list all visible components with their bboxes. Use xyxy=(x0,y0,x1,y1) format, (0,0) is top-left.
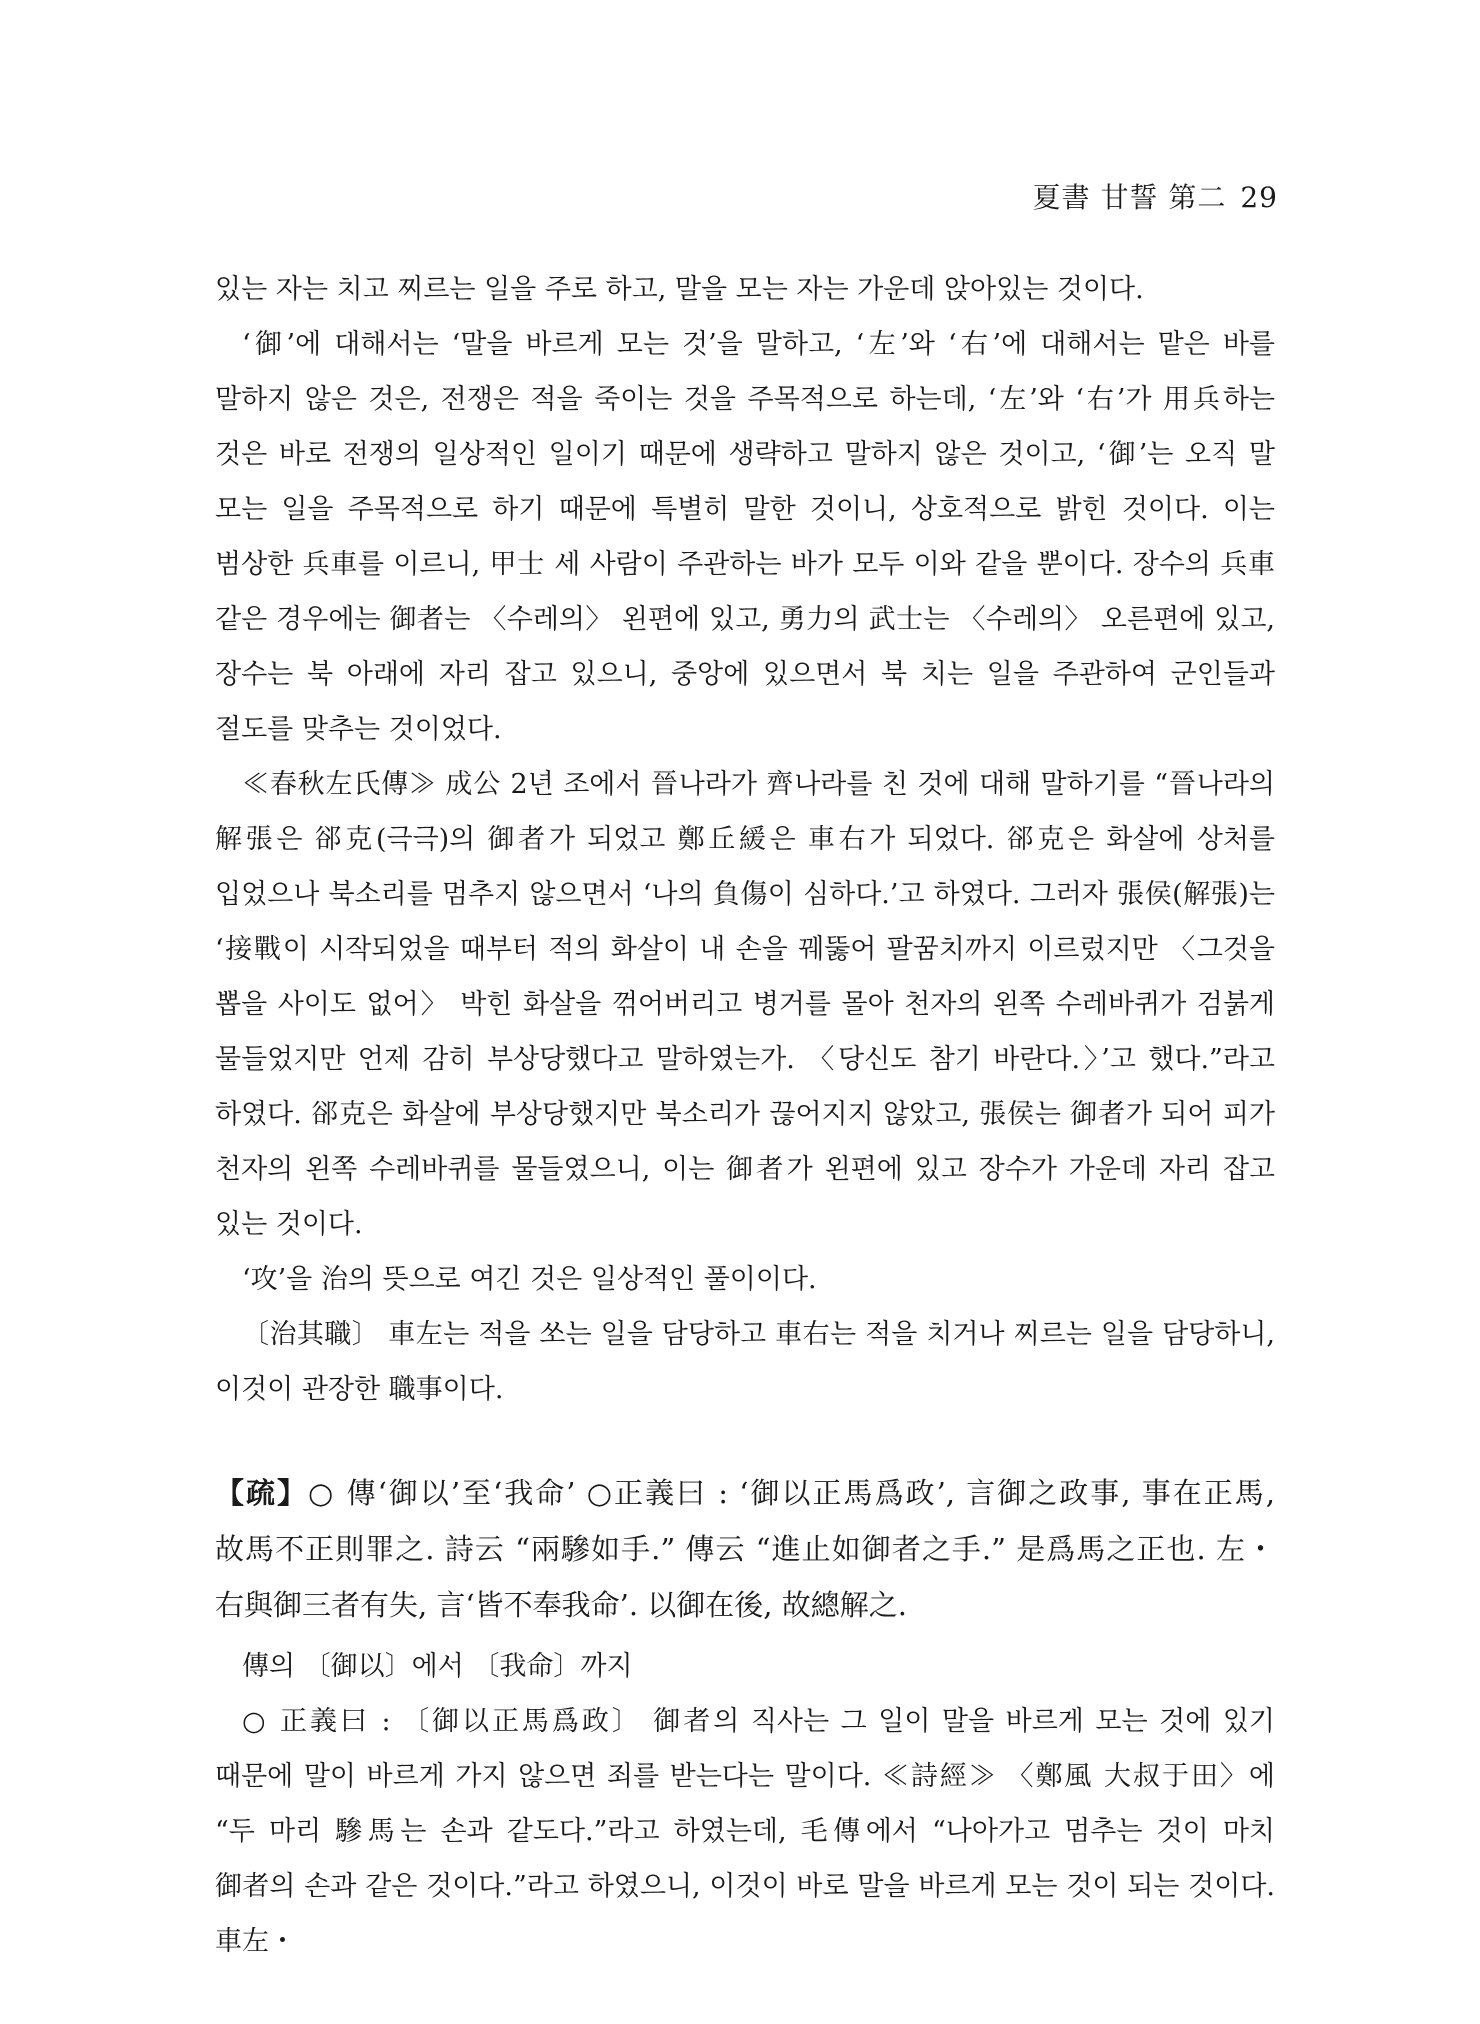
paragraph-zhiqizhi: 〔治其職〕 車左는 적을 쏘는 일을 담당하고 車右는 적을 치거나 찌르는 일을 담당하니, 이것이 관장한 職事이다. xyxy=(215,1319,1275,1405)
page-number: 29 xyxy=(1240,181,1278,214)
paragraph-continuation: 있는 자는 치고 찌르는 일을 주로 하고, 말을 모는 자는 가운데 앉아있는 것이다. xyxy=(215,274,1144,305)
body-text xyxy=(215,262,1275,1969)
running-header xyxy=(1033,176,1278,216)
commentary-text: ○ 傳‘御以’至‘我命’ ○正義曰 : ‘御以正馬爲政’, 言御之政事, 事在正馬, 故馬不正則罪之. 詩云 “兩驂如手.” 傳云 “進止如御者之手.” 是爲馬之正也. 左・右與御三者有失, 言‘皆不奉我命’. 以御在後, 故總解之. xyxy=(215,1476,1275,1622)
commentary-label: 【疏】 xyxy=(215,1476,309,1510)
commentary-original xyxy=(215,1465,1275,1633)
paragraph-gong-gloss: ‘攻’을 治의 뜻으로 여긴 것은 일상적인 풀이이다. xyxy=(242,1264,817,1295)
translation-heading: 傳의 〔御以〕에서 〔我命〕까지 xyxy=(242,1651,633,1682)
paragraph-yu-explanation: ‘御’에 대해서는 ‘말을 바르게 모는 것’을 말하고, ‘左’와 ‘右’에 대해서는 맡은 바를 말하지 않은 것은, 전쟁은 적을 죽이는 것을 주목적으로 하는데, ‘左’와 ‘右’가 用兵하는 것은 바로 전쟁의 일상적인 일이기 때문에 생략하고 말하지 않은 것이고, ‘御’는 오직 말 모는 일을 주목적으로 하기 때문에 특별히 말한 것이니, 상호적으로 밝힌 것이다. 이는 범상한 兵車를 이르니, 甲士 세 사람이 주관하는 바가 모두 이와 같을 뿐이다. 장수의 兵車 같은 경우에는 御者는 〈수레의〉 왼편에 있고, 勇力의 武士는 〈수레의〉 오른편에 있고, 장수는 북 아래에 자리 잡고 있으니, 중앙에 있으면서 북 치는 일을 주관하여 군인들과 절도를 맞추는 것이었다. xyxy=(215,329,1275,745)
chapter-title: 夏書 甘誓 第二 xyxy=(1032,181,1227,214)
paragraph-zuozhuan-citation: ≪春秋左氏傳≫ 成公 2년 조에서 晉나라가 齊나라를 친 것에 대해 말하기를 “晉나라의 解張은 郤克(극극)의 御者가 되었고 鄭丘緩은 車右가 되었다. 郤克은 화살에 상처를 입었으나 북소리를 멈추지 않으면서 ‘나의 負傷이 심하다.’고 하였다. 그러자 張侯(解張)는 ‘接戰이 시작되었을 때부터 적의 화살이 내 손을 꿰뚫어 팔꿈치까지 이르렀지만 〈그것을 뽑을 사이도 없어〉 박힌 화살을 꺾어버리고 병거를 몰아 천자의 왼쪽 수레바퀴가 검붉게 물들었지만 언제 감히 부상당했다고 말하였는가. 〈당신도 참기 바란다.〉’고 했다.”라고 하였다. 郤克은 화살에 부상당했지만 북소리가 끊어지지 않았고, 張侯는 御者가 되어 피가 천자의 왼쪽 수레바퀴를 물들였으니, 이는 御者가 왼편에 있고 장수가 가운데 자리 잡고 있는 것이다. xyxy=(215,769,1275,1240)
translation-body: ○ 正義曰 : 〔御以正馬爲政〕 御者의 직사는 그 일이 말을 바르게 모는 것에 있기 때문에 말이 바르게 가지 않으면 죄를 받는다는 말이다. ≪詩經≫ 〈鄭風 大叔于田〉에 “두 마리 驂馬는 손과 같도다.”라고 하였는데, 毛傳에서 “나아가고 멈추는 것이 마치 御者의 손과 같은 것이다.”라고 하였으니, 이것이 바로 말을 바르게 모는 것이 되는 것이다. 車左・ xyxy=(215,1706,1275,1957)
